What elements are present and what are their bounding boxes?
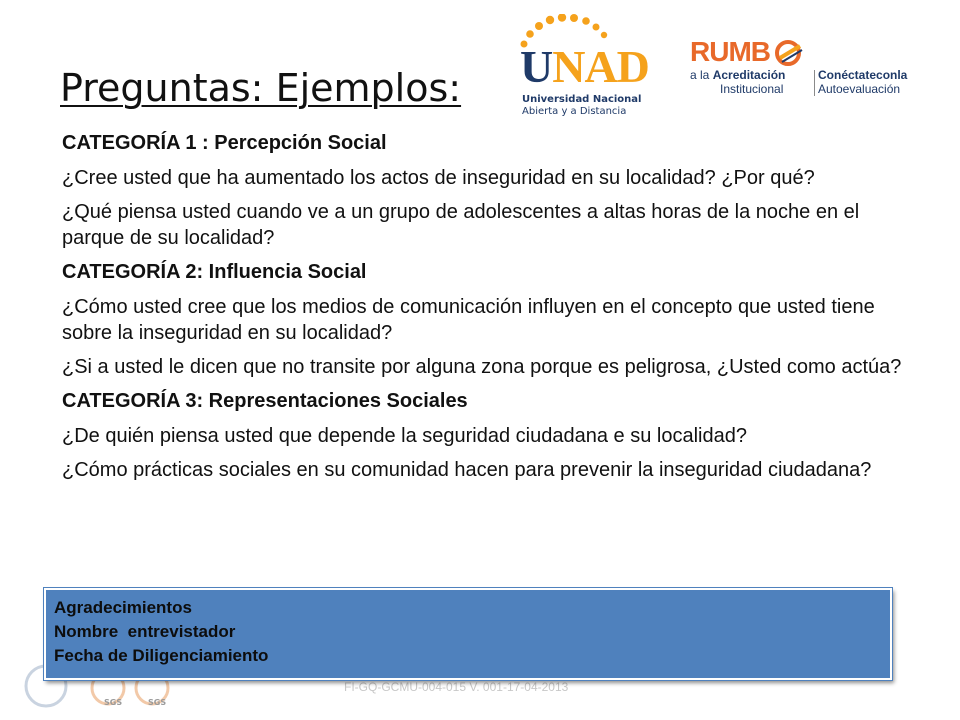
unad-logo: [516, 14, 649, 117]
rumbo-divider: [814, 70, 815, 96]
rumbo-right-line1: Conéctateconla: [818, 68, 908, 82]
category-3-heading: CATEGORÍA 3: Representaciones Sociales: [62, 390, 468, 412]
info-line-thanks: Agradecimientos: [54, 598, 192, 617]
rumbo-right-line2: Autoevaluación: [818, 82, 901, 96]
info-line-date: Fecha de Diligenciamiento: [54, 646, 269, 665]
questions-content: [62, 130, 912, 491]
rumbo-compass-icon: [774, 38, 804, 68]
rumbo-wordmark: RUMB: [690, 36, 770, 67]
cert-label-2: SGS: [148, 698, 167, 707]
category-2-heading: CATEGORÍA 2: Influencia Social: [62, 261, 367, 283]
unad-name-line1: Universidad Nacional: [522, 94, 642, 105]
category-2-question-1: ¿Cómo usted cree que los medios de comunicación influyen en el concepto que usted tiene sobre la inseguridad en su localidad?: [62, 296, 875, 344]
category-3-question-1: ¿De quién piensa usted que depende la seguridad ciudadana e su localidad?: [62, 425, 747, 447]
page-title: Preguntas: Ejemplos:: [60, 66, 462, 110]
category-3-question-2: ¿Cómo prácticas sociales en su comunidad hacen para prevenir la inseguridad ciudadana?: [62, 459, 872, 481]
rumbo-line2: a la Acreditación: [690, 68, 786, 82]
unad-wordmark: UNAD: [520, 41, 649, 92]
info-line-interviewer: Nombre entrevistador: [54, 622, 236, 641]
unad-name-line2: Abierta y a Distancia: [522, 106, 627, 117]
category-1-question-1: ¿Cree usted que ha aumentado los actos de inseguridad en su localidad? ¿Por qué?: [62, 167, 815, 189]
category-1-question-2: ¿Qué piensa usted cuando ve a un grupo de adolescentes a altas horas de la noche en el parque de su localidad?: [62, 201, 860, 249]
cert-label-1: SGS: [104, 698, 123, 707]
closing-info-box: [44, 588, 892, 680]
category-2-question-2: ¿Si a usted le dicen que no transite por alguna zona porque es peligrosa, ¿Usted como actúa?: [62, 356, 902, 378]
rumbo-line3: Institucional: [720, 82, 784, 96]
rumbo-acreditacion-logo: [688, 36, 948, 102]
document-code: FI-GQ-GCMU-004-015 V. 001-17-04-2013: [344, 680, 569, 694]
category-1-heading: CATEGORÍA 1 : Percepción Social: [62, 132, 387, 154]
